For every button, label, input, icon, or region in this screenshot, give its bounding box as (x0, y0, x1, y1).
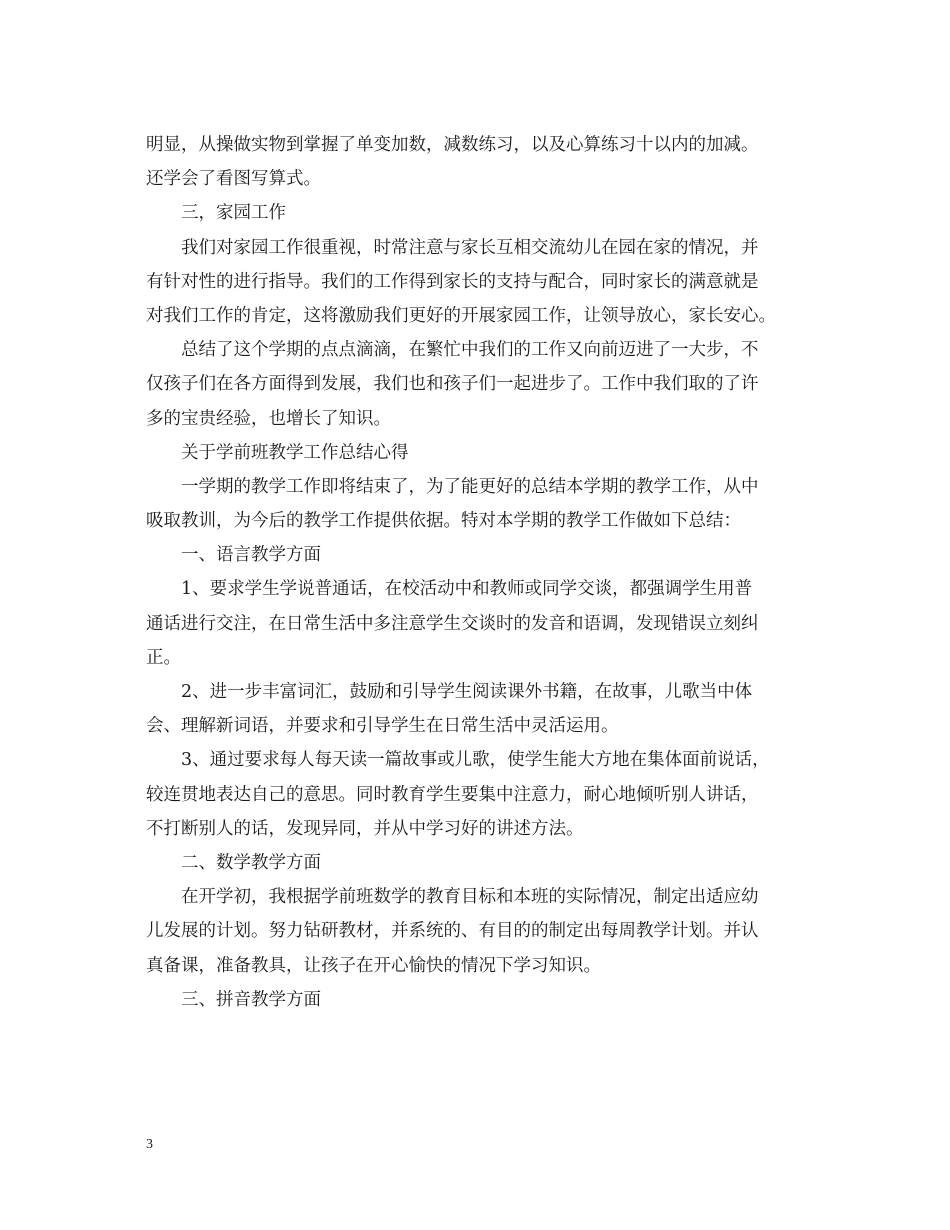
text-line: 还学会了看图写算式。 (146, 169, 321, 190)
text-line: 通话进行交注，在日常生活中多注意学生交谈时的发音和语调，发现错误立刻纠 (146, 613, 759, 634)
text-line: 3、通过要求每人每天读一篇故事或儿歌，使学生能大方地在集体面前说话， (181, 750, 770, 771)
text-line: 一学期的教学工作即将结束了，为了能更好的总结本学期的教学工作，从中 (181, 476, 759, 497)
text-line: 一、语言教学方面 (181, 545, 321, 566)
text-line: 1、要求学生学说普通话，在校活动中和教师或同学交谈，都强调学生用普 (181, 579, 753, 600)
text-line: 在开学初，我根据学前班数学的教育目标和本班的实际情况，制定出适应幼 (181, 887, 759, 908)
document-body (146, 128, 806, 1017)
text-line: 儿发展的计划。努力钻研教材，并系统的、有目的的制定出每周教学计划。并认 (146, 921, 759, 942)
text-line: 会、理解新词语，并要求和引导学生在日常生活中灵活运用。 (146, 716, 619, 737)
text-line: 正。 (146, 647, 181, 668)
text-line: 总结了这个学期的点点滴滴，在繁忙中我们的工作又向前迈进了一大步，不 (181, 340, 759, 361)
text-line: 吸取教训，为今后的教学工作提供依据。特对本学期的教学工作做如下总结： (146, 511, 741, 532)
text-line: 三、拼音教学方面 (181, 989, 321, 1010)
text-line: 2、进一步丰富词汇，鼓励和引导学生阅读课外书籍，在故事，儿歌当中体 (181, 682, 753, 702)
text-line: 较连贯地表达自己的意思。同时教育学生要集中注意力，耐心地倾听别人讲话， (146, 784, 759, 805)
text-line: 有针对性的进行指导。我们的工作得到家长的支持与配合，同时家长的满意就是 (146, 271, 759, 292)
text-line: 仅孩子们在各方面得到发展，我们也和孩子们一起进步了。工作中我们取的了许 (146, 374, 759, 395)
text-line: 我们对家园工作很重视，时常注意与家长互相交流幼儿在园在家的情况，并 (181, 237, 759, 258)
text-line: 关于学前班教学工作总结心得 (181, 442, 409, 463)
page-number: 3 (146, 1137, 153, 1152)
text-line: 三，家园工作 (181, 203, 286, 224)
text-line: 对我们工作的肯定，这将激励我们更好的开展家园工作，让领导放心，家长安心。 (146, 305, 776, 326)
text-line: 真备课，准备教具，让孩子在开心愉快的情况下学习知识。 (146, 955, 601, 976)
text-line: 二、数学教学方面 (181, 852, 321, 873)
text-line: 多的宝贵经验，也增长了知识。 (146, 408, 391, 429)
text-line: 明显，从操做实物到掌握了单变加数，减数练习，以及心算练习十以内的加减。 (146, 135, 759, 155)
text-line: 不打断别人的话，发现异同，并从中学习好的讲述方法。 (146, 818, 584, 839)
